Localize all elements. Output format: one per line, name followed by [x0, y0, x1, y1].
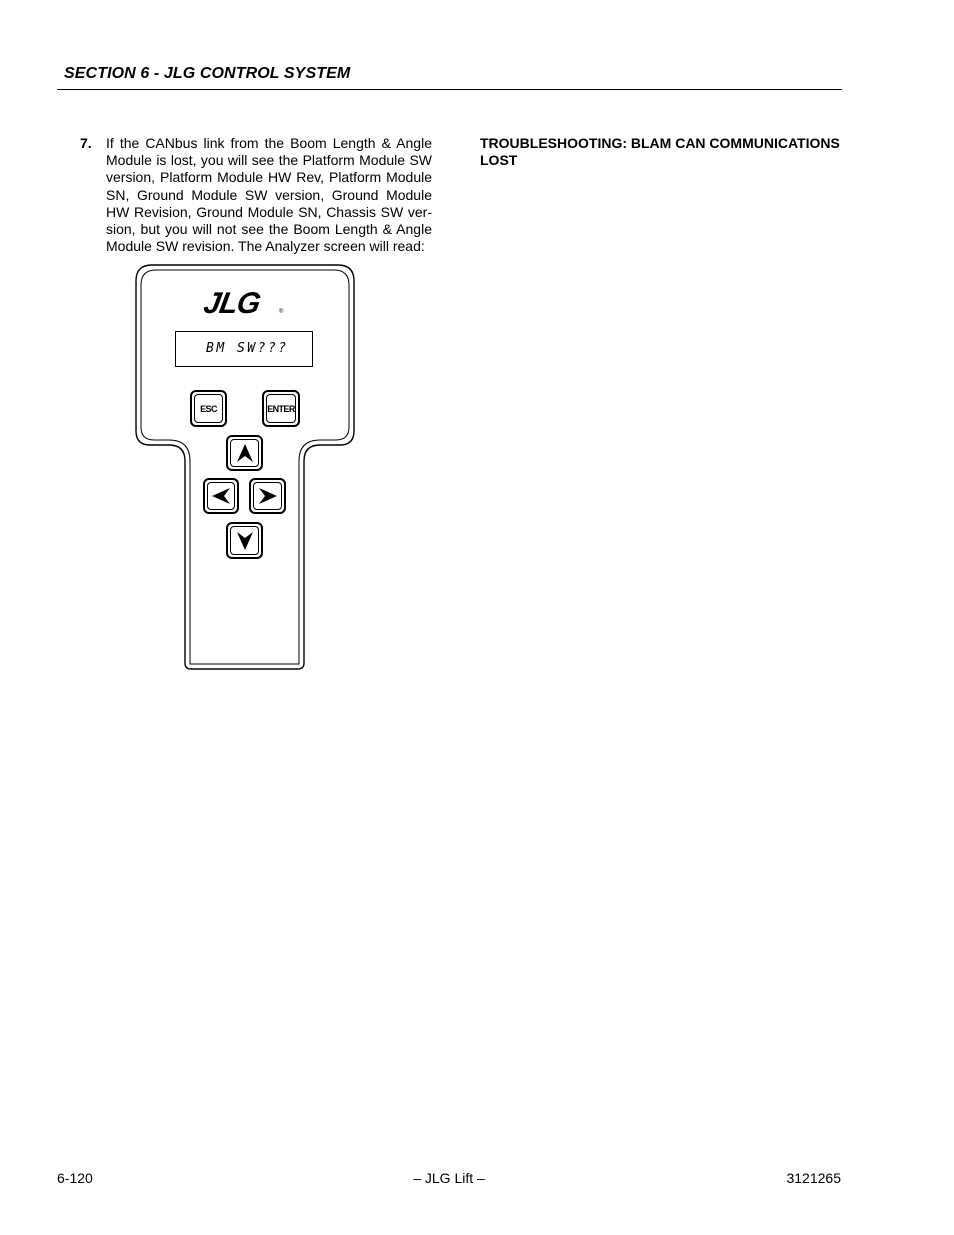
- registered-mark: ®: [279, 309, 284, 315]
- step-number: 7.: [80, 135, 92, 151]
- arrow-up-icon: [234, 442, 256, 464]
- left-key[interactable]: [203, 478, 239, 514]
- step-text: If the CANbus link from the Boom Length & Angle Module is lost, you will see the Platform Module SW version, Platform Module HW Rev, Platform Module SN, Ground Module SW version, Ground Module HW Revision, Ground Module SN, Chassis SW version, but you will not see the Boom Length & Angle Module SW revision. The Analyzer screen will read:: [106, 135, 432, 255]
- enter-key-label: ENTER: [267, 403, 295, 414]
- analyzer-display: [175, 331, 313, 367]
- footer-doc-number: 3121265: [786, 1170, 841, 1186]
- down-key[interactable]: [226, 522, 263, 559]
- arrow-left-icon: [210, 485, 232, 507]
- esc-key-label: ESC: [200, 403, 217, 414]
- right-key[interactable]: [249, 478, 286, 514]
- step-7: [80, 135, 432, 255]
- footer-brand: – JLG Lift –: [413, 1170, 485, 1186]
- arrow-right-icon: [257, 485, 279, 507]
- arrow-down-icon: [234, 530, 256, 552]
- esc-key[interactable]: [190, 390, 227, 427]
- display-text: BM SW???: [206, 341, 289, 356]
- troubleshooting-heading: TROUBLESHOOTING: BLAM CAN COMMUNICATIONS LOST: [480, 135, 840, 169]
- footer-page-number: 6-120: [57, 1170, 93, 1186]
- header-rule: [57, 89, 842, 90]
- enter-key[interactable]: [262, 390, 300, 427]
- jlg-logo: JLG: [201, 287, 263, 320]
- up-key[interactable]: [226, 435, 263, 471]
- analyzer-illustration: [134, 263, 356, 673]
- section-title: SECTION 6 - JLG CONTROL SYSTEM: [64, 65, 351, 82]
